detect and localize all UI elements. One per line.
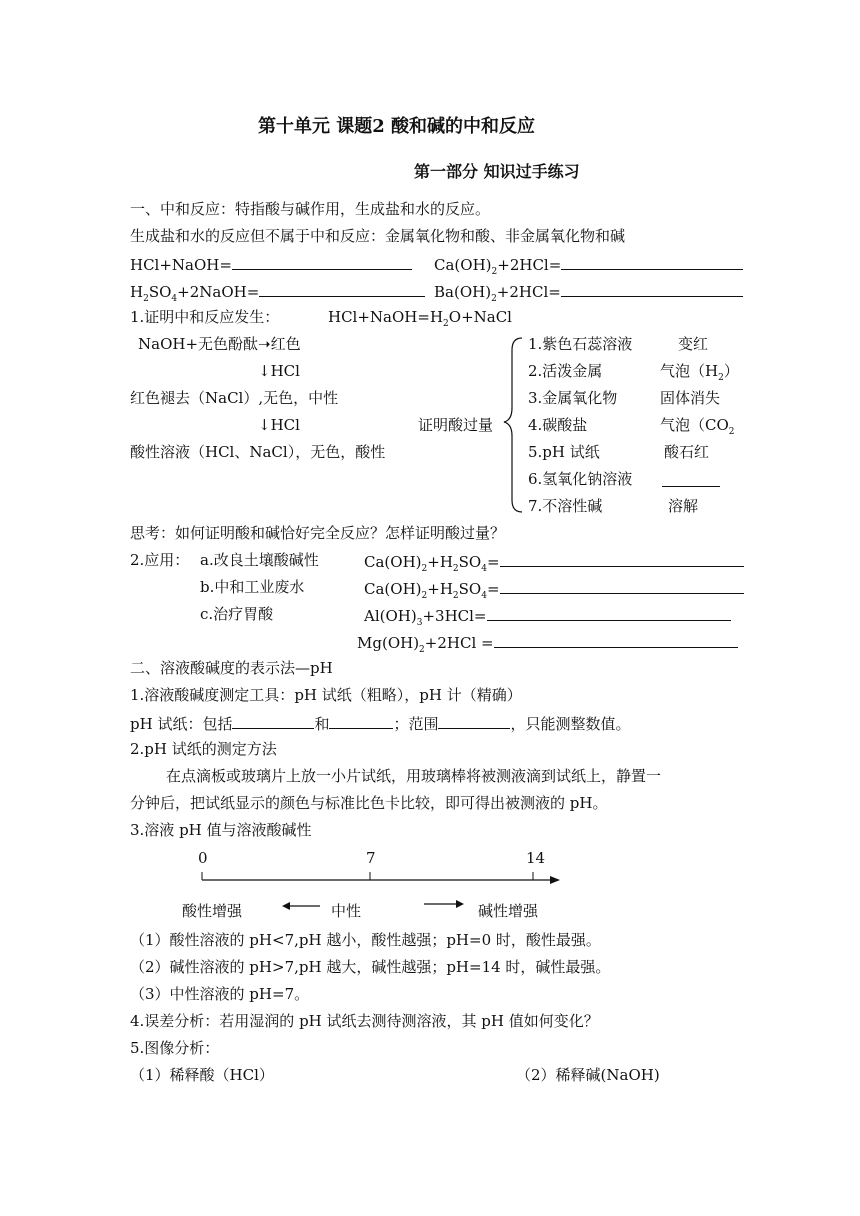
ph-relation-title: 3.溶液 pH 值与溶液酸碱性 [130,821,312,839]
ph-rule-3: （3）中性溶液的 pH=7。 [130,985,310,1003]
eq-h2so4-naoh: $H_2SO_4+2NaOH=$ [130,280,425,302]
page-title: 第十单元 课题2 酸和碱的中和反应 [258,116,536,137]
ph-method-text-2: 分钟后，把试纸显示的颜色与标准比色卡比较，即可得出被测液的 pH。 [130,794,608,812]
ph-neutral-label: 中性 [331,902,362,920]
ph-method-title: 2.pH 试纸的测定方法 [130,740,277,758]
right-arrow-icon [456,900,464,908]
page-subtitle: 第一部分 知识过手练习 [414,162,580,181]
excess-item-6: 6.氢氧化钠溶液 [528,470,633,488]
application-item-a: a.改良土壤酸碱性 [200,551,319,569]
flow-step-3: 酸性溶液（HCl、NaCl），无色，酸性 [130,443,386,461]
eq-caoh2-hcl: $Ca(OH)_2+2HCl=$ [434,253,743,275]
flow-step-1: NaOH+无色酚酞➝红色 [138,335,301,353]
answer-blank[interactable] [500,577,744,594]
excess-item-3: 3.金属氧化物 [528,389,618,407]
eq-baoh2-hcl: $Ba(OH)_2+2HCl=$ [434,280,743,302]
ph-rule-1: （1）酸性溶液的 pH<7,pH 越小，酸性越强；pH=0 时，酸性最强。 [130,931,601,949]
ph-paper-line: pH 试纸：包括 和 ；范围 ，只能测整数值。 [130,712,631,734]
excess-item-5: 5.pH 试纸 [528,443,600,461]
application-item-c: c.治疗胃酸 [200,605,274,623]
answer-blank[interactable] [662,486,720,487]
graph-item-1: （1）稀释酸（HCl） [130,1066,274,1084]
application-item-b: b.中和工业废水 [200,578,305,596]
answer-blank[interactable] [438,712,510,729]
excess-acid-label: 证明酸过量 [418,416,494,434]
right-arrow-icon: ➝ [258,335,271,353]
error-analysis: 4.误差分析：若用湿润的 pH 试纸去测待测溶液，其 pH 值如何变化？ [130,1012,599,1030]
ph-scale-mid: 7 [366,849,376,867]
excess-result-1: 变红 [678,335,709,353]
section1-note: 生成盐和水的反应但不属于中和反应：金属氧化物和酸、非金属氧化物和碱 [130,227,626,245]
ph-rule-2: （2）碱性溶液的 pH>7,pH 越大，碱性越强；pH=14 时，碱性最强。 [130,958,611,976]
ph-tool-line: 1.溶液酸碱度测定工具：pH 试纸（粗略），pH 计（精确） [130,686,522,704]
ph-scale-min: 0 [198,849,208,867]
answer-blank[interactable] [494,631,738,648]
answer-blank[interactable] [232,712,314,729]
answer-blank[interactable] [500,550,744,567]
excess-result-3: 固体消失 [660,389,721,407]
ph-scale-arrowhead-icon [550,876,560,884]
ph-acidic-label: 酸性增强 [182,902,243,920]
excess-result-2: 气泡$(H_2)$ [660,362,739,383]
excess-item-2: 2.活泼金属 [528,362,603,380]
excess-result-4: 气泡（$CO_2$ [660,416,735,437]
excess-item-7: 7.不溶性碱 [528,497,603,515]
left-arrow-icon [282,902,290,910]
ph-method-text-1: 在点滴板或玻璃片上放一小片试纸，用玻璃棒将被测液滴到试纸上，静置一 [166,767,662,785]
section2-heading: 二、溶液酸碱度的表示法—pH [130,659,333,677]
excess-result-7: 溶解 [668,497,699,515]
ph-scale-max: 14 [526,849,546,867]
excess-item-4: 4.碳酸盐 [528,416,588,434]
flow-arrow-1: ↓HCl [258,362,300,380]
flow-arrow-2: ↓HCl [258,416,300,434]
answer-blank[interactable] [487,604,731,621]
prove-equation: $HCl+NaOH=H_2O+NaCl$ [328,308,512,329]
prove-label: 1.证明中和反应发生： [130,308,280,326]
excess-result-5: 酸石红 [664,443,710,461]
ph-basic-label: 碱性增强 [478,902,539,920]
application-eq-c: $Al(OH)_3+3HCl=$ [364,604,731,626]
excess-item-1: 1.紫色石蕊溶液 [528,335,633,353]
application-eq-mg: $Mg(OH)_2+2HCl$ = [357,631,738,653]
eq-hcl-naoh: HCl+NaOH= [130,253,412,275]
application-label: 2.应用： [130,551,190,569]
section1-heading: 一、中和反应：特指酸与碱作用，生成盐和水的反应。 [130,200,491,218]
flow-step-2: 红色褪去（NaCl）,无色，中性 [130,389,339,407]
graph-analysis-title: 5.图像分析： [130,1039,220,1057]
curly-brace-icon [504,338,522,512]
application-eq-b: $Ca(OH)_2+H_2SO_4=$ [364,577,744,599]
think-question: 思考：如何证明酸和碱恰好完全反应？怎样证明酸过量？ [130,524,506,542]
answer-blank[interactable] [329,712,393,729]
graph-item-2: （2）稀释碱(NaOH) [516,1066,660,1084]
application-eq-a: $Ca(OH)_2+H_2SO_4=$ [364,550,744,572]
